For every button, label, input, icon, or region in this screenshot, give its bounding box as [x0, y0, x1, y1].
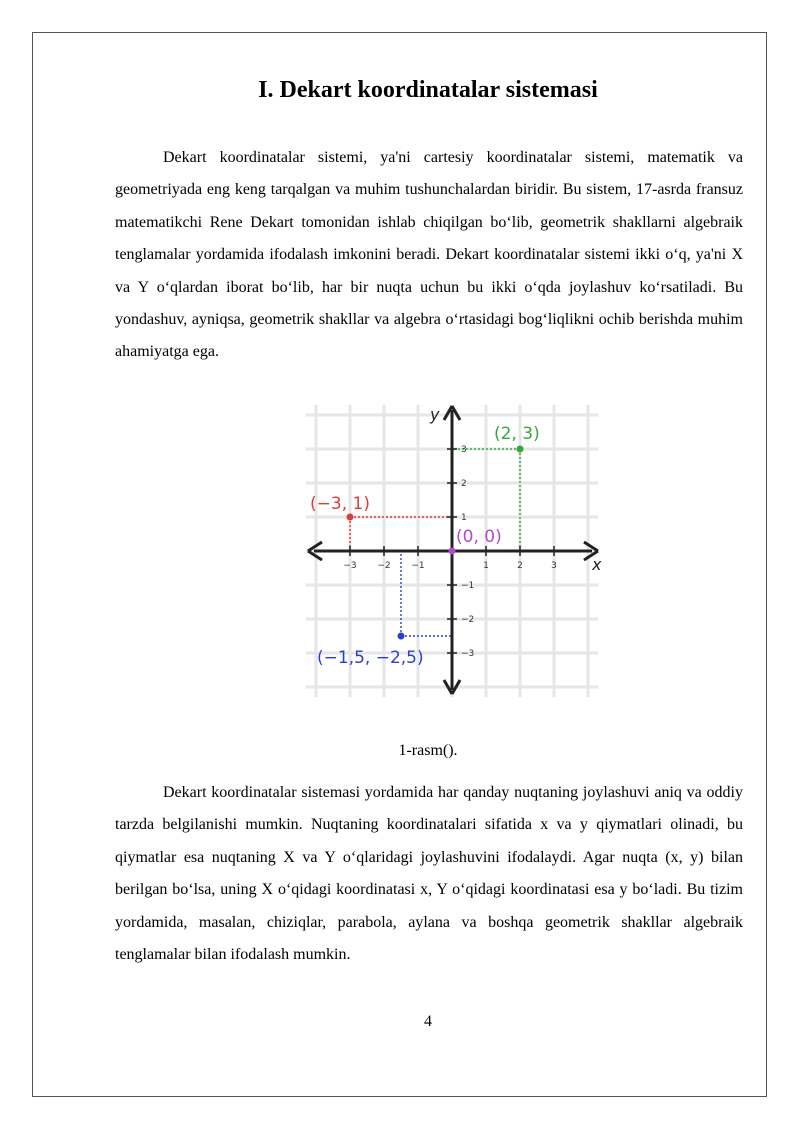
y-tick-label: −3: [461, 649, 475, 659]
points: [310, 424, 540, 668]
page-title: I. Dekart koordinatalar sistemasi: [258, 77, 598, 103]
paragraph-body: [115, 777, 743, 971]
paragraph-intro-text: Dekart koordinatalar sistemi, ya'ni cartesiy koordinatalar sistemi, matematik va geometriyada eng keng tarqalgan va muhim tushunchalardan biridir. Bu sistem, 17-asrda fransuz matematikchi Rene Dekart tomonidan ishlab chiqilgan bo‘lib, geometrik shakllarni algebraik tenglamalar yordamida ifodalash imkonini beradi. Dekart koordinatalar sistemi ikki o‘q, ya'ni X va Y o‘qlardan iborat bo‘lib, har bir nuqta uchun bu ikki o‘qda joylashuv ko‘rsatiladi. Bu yondashuv, ayniqsa, geometrik shakllar va algebra o‘rtasidagi bog‘liqlikni ochib berishda muhim ahamiyatga ega.: [115, 149, 743, 361]
figure-caption: 1-rasm().: [398, 742, 458, 759]
y-tick-label: 1: [461, 513, 467, 523]
x-axis-label: x: [592, 555, 602, 574]
y-tick-label: −2: [461, 615, 475, 625]
x-tick-label: 2: [517, 561, 523, 571]
point-label: (−3, 1): [310, 494, 370, 514]
x-tick-label: 3: [551, 561, 557, 571]
coordinate-plane: [300, 400, 612, 700]
point-label: (0, 0): [456, 527, 502, 547]
y-axis-label: y: [430, 405, 440, 424]
page-number: 4: [424, 1013, 432, 1030]
paragraph-body-text: Dekart koordinatalar sistemasi yordamida har qanday nuqtaning joylashuvi aniq va oddiy tarzda belgilanishi mumkin. Nuqtaning koordinatalari sifatida x va y qiymatlari olinadi, bu qiymatlar esa nuqtaning X va Y o‘qlaridagi joylashuvini ifodalaydi. Agar nuqta (x, y) bilan berilgan bo‘lsa, uning X o‘qidagi koordinatasi x, Y o‘qidagi koordinatasi esa y bo‘ladi. Bu tizim yordamida, masalan, chiziqlar, parabola, aylana va boshqa geometrik shakllar algebraik tenglamalar bilan ifodalash mumkin.: [115, 784, 743, 964]
point-label: (2, 3): [494, 424, 540, 444]
x-tick-label: 1: [483, 561, 489, 571]
paragraph-intro: [115, 142, 743, 369]
x-tick-label: −2: [377, 561, 391, 571]
x-tick-label: −3: [343, 561, 357, 571]
coordinate-figure: [300, 400, 612, 700]
point-marker: [517, 446, 524, 453]
point-marker: [398, 633, 405, 640]
point-marker: [347, 514, 354, 521]
y-tick-label: 3: [461, 445, 467, 455]
point-marker: [449, 548, 456, 555]
x-tick-label: −1: [411, 561, 425, 571]
y-tick-label: 2: [461, 479, 467, 489]
y-tick-label: −1: [461, 581, 475, 591]
point-label: (−1,5, −2,5): [317, 648, 424, 668]
